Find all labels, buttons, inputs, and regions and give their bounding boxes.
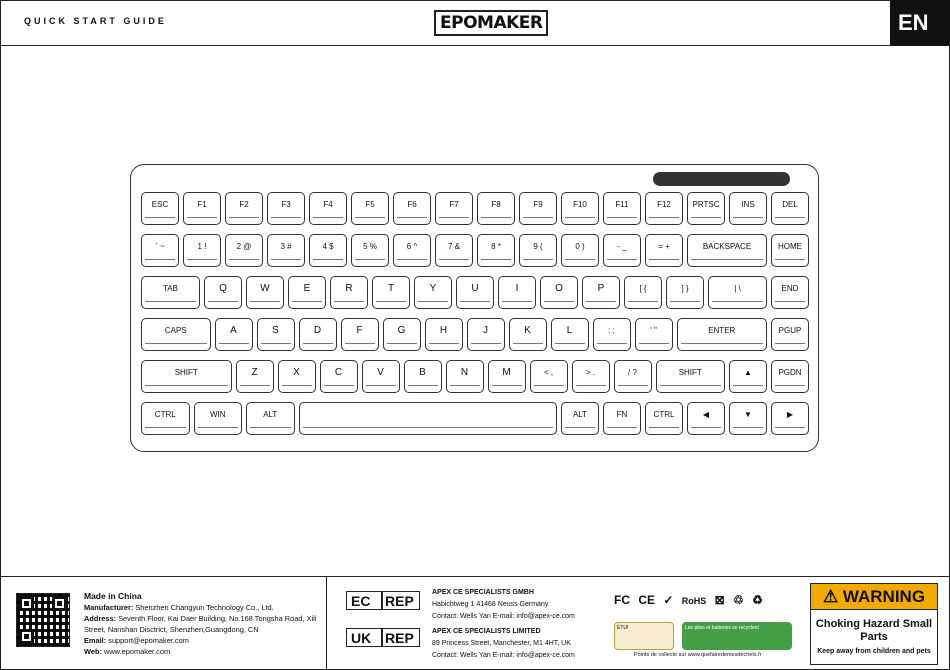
rep-label: REP bbox=[385, 593, 414, 609]
key-label: CTRL bbox=[653, 410, 675, 419]
key-h bbox=[425, 318, 463, 351]
key-f9 bbox=[519, 192, 557, 225]
key-label: N bbox=[460, 367, 469, 378]
key-label: CAPS bbox=[164, 326, 187, 335]
key-- bbox=[530, 360, 568, 393]
key-label: 7 & bbox=[447, 242, 460, 251]
key-- bbox=[645, 234, 683, 267]
rep-label: REP bbox=[385, 630, 414, 646]
key-f6 bbox=[393, 192, 431, 225]
key-f2 bbox=[225, 192, 263, 225]
key-label: : ; bbox=[608, 326, 615, 335]
key-- bbox=[141, 234, 179, 267]
key-home bbox=[771, 234, 809, 267]
key-esc bbox=[141, 192, 179, 225]
key-label: I bbox=[515, 283, 519, 294]
qr-code bbox=[16, 593, 70, 647]
key-f3 bbox=[267, 192, 305, 225]
key-f8 bbox=[477, 192, 515, 225]
address-label: Address: bbox=[84, 614, 117, 623]
key-label: T bbox=[387, 283, 395, 294]
key-pgdn bbox=[771, 360, 809, 393]
manufacturer-value: Shenzhen Changyun Technology Co., Ltd. bbox=[135, 603, 274, 612]
key-label: 5 % bbox=[363, 242, 377, 251]
key-f12 bbox=[645, 192, 683, 225]
key-f4 bbox=[309, 192, 347, 225]
email-label: Email: bbox=[84, 636, 107, 645]
key-label: F8 bbox=[491, 200, 501, 209]
key-label: 6 ^ bbox=[406, 242, 418, 251]
key-label: M bbox=[502, 367, 511, 378]
key-backspace bbox=[687, 234, 767, 267]
key-label: ENTER bbox=[708, 326, 736, 335]
key-n bbox=[446, 360, 484, 393]
key-label: O bbox=[555, 283, 563, 294]
key-r bbox=[330, 276, 368, 309]
key-ins bbox=[729, 192, 767, 225]
key-y bbox=[414, 276, 452, 309]
key-label: 3 # bbox=[280, 242, 292, 251]
ce-mark: CE bbox=[638, 593, 656, 607]
key-label: HOME bbox=[778, 242, 802, 251]
key-- bbox=[687, 402, 725, 435]
key-label: DEL bbox=[782, 200, 798, 209]
key-label: < , bbox=[543, 368, 554, 377]
key-b bbox=[404, 360, 442, 393]
key-label: 8 * bbox=[491, 242, 501, 251]
qr-finder bbox=[52, 596, 67, 611]
key-a bbox=[215, 318, 253, 351]
ec-rep-info bbox=[432, 587, 607, 623]
key-label: F7 bbox=[449, 200, 459, 209]
key-ctrl bbox=[645, 402, 683, 435]
key-label: 1 ! bbox=[197, 242, 207, 251]
key-end bbox=[771, 276, 809, 309]
key-label: PRTSC bbox=[692, 200, 720, 209]
key-label: 0 ) bbox=[575, 242, 585, 251]
key-label: F bbox=[356, 325, 363, 336]
key-label: [ { bbox=[639, 284, 647, 293]
key-label: F4 bbox=[323, 200, 333, 209]
header bbox=[0, 0, 950, 46]
key-label: B bbox=[419, 367, 426, 378]
key-z bbox=[236, 360, 274, 393]
key-- bbox=[572, 360, 610, 393]
warning-label bbox=[810, 583, 938, 665]
key-prtsc bbox=[687, 192, 725, 225]
key-6- bbox=[393, 234, 431, 267]
key-f11 bbox=[603, 192, 641, 225]
key-label: K bbox=[524, 325, 531, 336]
key-f1 bbox=[183, 192, 221, 225]
key-9- bbox=[519, 234, 557, 267]
key-- bbox=[708, 276, 767, 309]
key-f10 bbox=[561, 192, 599, 225]
key-- bbox=[729, 402, 767, 435]
key-label: A bbox=[230, 325, 237, 336]
key-label: Y bbox=[429, 283, 437, 294]
key-label: ▶ bbox=[786, 410, 794, 419]
ec-rep-title: APEX CE SPECIALISTS GMBH bbox=[432, 589, 534, 596]
web-label: Web: bbox=[84, 647, 102, 656]
ec-rep-address: Habichtweg 1 41468 Neuss Germany bbox=[432, 601, 549, 608]
key-d bbox=[299, 318, 337, 351]
key-j bbox=[467, 318, 505, 351]
key-t bbox=[372, 276, 410, 309]
key-x bbox=[278, 360, 316, 393]
key-0- bbox=[561, 234, 599, 267]
key-label: D bbox=[313, 325, 322, 336]
key-5- bbox=[351, 234, 389, 267]
uk-rep-info bbox=[432, 626, 607, 662]
key-label: E bbox=[303, 283, 311, 294]
key-label: 9 ( bbox=[533, 242, 543, 251]
key-o bbox=[540, 276, 578, 309]
key-u bbox=[456, 276, 494, 309]
key-label: F11 bbox=[615, 200, 629, 209]
key-l bbox=[551, 318, 589, 351]
key-4- bbox=[309, 234, 347, 267]
key-label: C bbox=[334, 367, 343, 378]
key-label: R bbox=[345, 283, 353, 294]
brand-logo: EPOMAKER bbox=[434, 10, 548, 36]
key-- bbox=[771, 402, 809, 435]
ec-rep-badge bbox=[346, 591, 420, 610]
fcc-mark: FC bbox=[614, 593, 630, 607]
key-label: FN bbox=[616, 410, 628, 419]
key-3- bbox=[267, 234, 305, 267]
ec-rep-contact: Contact: Wells Yan E-mail: info@apex-ce.com bbox=[432, 613, 575, 620]
battery-recycle-label: Les piles et batteries se recyclent bbox=[682, 622, 792, 650]
key-7- bbox=[435, 234, 473, 267]
footer bbox=[0, 576, 950, 670]
footer-divider bbox=[326, 577, 327, 670]
key-2- bbox=[225, 234, 263, 267]
key-label: H bbox=[439, 325, 448, 336]
uk-rep-address: 89 Princess Street, Manchester, M1 4HT, UK bbox=[432, 640, 571, 647]
key-label: CTRL bbox=[154, 410, 176, 419]
key-label: 2 @ bbox=[236, 242, 252, 251]
key-1- bbox=[183, 234, 221, 267]
key-label: > . bbox=[585, 368, 596, 377]
key-caps bbox=[141, 318, 211, 351]
light-strip bbox=[653, 172, 790, 186]
key-label: ALT bbox=[572, 410, 588, 419]
warning-header: ⚠ WARNING bbox=[811, 584, 937, 610]
key-label: F12 bbox=[657, 200, 671, 209]
key-label: / ? bbox=[628, 368, 637, 377]
key-label: PGDN bbox=[778, 368, 802, 377]
key-label: SHIFT bbox=[678, 368, 702, 377]
key-label: L bbox=[566, 325, 573, 336]
key-8- bbox=[477, 234, 515, 267]
manufacturer-info bbox=[84, 591, 324, 657]
key-label: U bbox=[471, 283, 479, 294]
key-label: ◀ bbox=[702, 410, 710, 419]
key-label: F6 bbox=[407, 200, 417, 209]
key-label: ALT bbox=[263, 410, 278, 419]
key-label: F2 bbox=[239, 200, 249, 209]
key-shift bbox=[141, 360, 232, 393]
key-label: - _ bbox=[617, 242, 627, 251]
key-label: S bbox=[272, 325, 279, 336]
key-m bbox=[488, 360, 526, 393]
key-label: V bbox=[377, 367, 384, 378]
packaging-recycle-label: ÉTUI bbox=[614, 622, 674, 650]
key-f5 bbox=[351, 192, 389, 225]
certification-marks bbox=[614, 593, 794, 607]
key-label: F10 bbox=[573, 200, 587, 209]
key-ctrl bbox=[141, 402, 190, 435]
ec-label: EC bbox=[351, 593, 371, 609]
key-del bbox=[771, 192, 809, 225]
triman-icon: ♻ bbox=[752, 593, 763, 607]
warning-title: Choking Hazard Small Parts bbox=[815, 618, 933, 643]
key-label: Z bbox=[251, 367, 258, 378]
key-g bbox=[383, 318, 421, 351]
key-label: G bbox=[397, 325, 406, 336]
key-label: F3 bbox=[281, 200, 291, 209]
qr-finder bbox=[19, 596, 34, 611]
key-- bbox=[666, 276, 704, 309]
key-label: ▲ bbox=[744, 368, 752, 377]
uk-label: UK bbox=[351, 630, 372, 646]
key-c bbox=[320, 360, 358, 393]
language-badge: EN bbox=[890, 0, 950, 46]
uk-rep-contact: Contact: Wells Yan E-mail: info@apex-ce.com bbox=[432, 652, 575, 659]
weee-bin-icon: ⊠ bbox=[714, 593, 725, 607]
key-label: P bbox=[597, 283, 605, 294]
key-tab bbox=[141, 276, 200, 309]
qr-finder bbox=[19, 629, 34, 644]
key-e bbox=[288, 276, 326, 309]
guide-title: QUICK START GUIDE bbox=[24, 16, 167, 26]
key-space bbox=[299, 402, 558, 435]
key-p bbox=[582, 276, 620, 309]
web-value: www.epomaker.com bbox=[104, 647, 171, 656]
key-pgup bbox=[771, 318, 809, 351]
key-label: J bbox=[483, 325, 488, 336]
key-label: SHIFT bbox=[174, 368, 198, 377]
triman-labels bbox=[614, 622, 794, 650]
key-label: | \ bbox=[734, 284, 741, 293]
key-win bbox=[194, 402, 243, 435]
email-value: support@epomaker.com bbox=[108, 636, 189, 645]
key-label: BACKSPACE bbox=[702, 242, 752, 251]
key-label: INS bbox=[741, 200, 755, 209]
key-s bbox=[257, 318, 295, 351]
address-value: Seventh Floor, Kai Daer Building, No.168 Tongsha Road, Xili Street, Nanshan Disctrict, Shenzhen,Guangdong, CN bbox=[84, 614, 317, 634]
key-label: WIN bbox=[209, 410, 226, 419]
key-q bbox=[204, 276, 242, 309]
keyboard-diagram bbox=[130, 164, 819, 452]
key-label: F5 bbox=[365, 200, 375, 209]
key-label: ESC bbox=[151, 200, 169, 209]
key-label: W bbox=[260, 283, 270, 294]
key-f bbox=[341, 318, 379, 351]
key-label: X bbox=[293, 367, 300, 378]
warning-subtitle: Keep away from children and pets bbox=[817, 648, 931, 655]
key-label: Q bbox=[219, 283, 227, 294]
key-- bbox=[593, 318, 631, 351]
rohs-mark: RoHS bbox=[681, 596, 707, 606]
key-enter bbox=[677, 318, 768, 351]
check-icon: ✓ bbox=[663, 593, 674, 607]
key-label: F9 bbox=[533, 200, 543, 209]
key-label: = + bbox=[658, 242, 670, 251]
uk-rep-badge bbox=[346, 628, 420, 647]
key-w bbox=[246, 276, 284, 309]
collection-points-text: Points de collecte sur www.quefairedemesdechets.fr bbox=[634, 652, 762, 658]
key-- bbox=[603, 234, 641, 267]
key-label: F1 bbox=[197, 200, 207, 209]
manufacturer-label: Manufacturer: bbox=[84, 603, 134, 612]
key-- bbox=[729, 360, 767, 393]
key-- bbox=[614, 360, 652, 393]
key-label: ' " bbox=[650, 326, 657, 335]
key-alt bbox=[561, 402, 599, 435]
key-- bbox=[635, 318, 673, 351]
key-label: 4 $ bbox=[322, 242, 334, 251]
key-- bbox=[624, 276, 662, 309]
made-in: Made in China bbox=[84, 591, 142, 601]
key-fn bbox=[603, 402, 641, 435]
uk-rep-title: APEX CE SPECIALISTS LIMITED bbox=[432, 628, 541, 635]
key-k bbox=[509, 318, 547, 351]
key-alt bbox=[246, 402, 295, 435]
key-f7 bbox=[435, 192, 473, 225]
key-label: TAB bbox=[163, 284, 178, 293]
key-shift bbox=[656, 360, 726, 393]
key-label: PGUP bbox=[778, 326, 802, 335]
recycle-icon: ♲ bbox=[733, 593, 744, 607]
key-label: ` ~ bbox=[155, 242, 165, 251]
key-label: ] } bbox=[681, 284, 689, 293]
key-v bbox=[362, 360, 400, 393]
key-label: ▼ bbox=[744, 410, 752, 419]
key-label: END bbox=[781, 284, 799, 293]
key-i bbox=[498, 276, 536, 309]
